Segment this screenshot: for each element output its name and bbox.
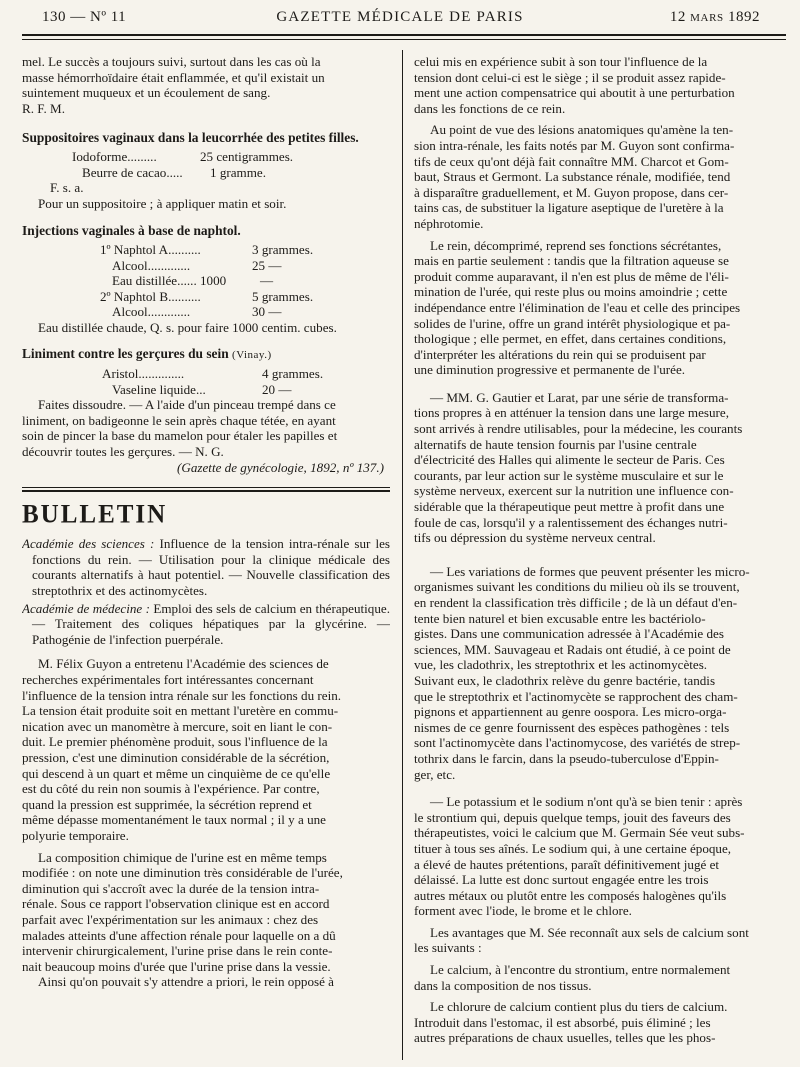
text-line: ger, etc. [414, 766, 456, 782]
text-line: sont l'actinomycète dans l'actinomycose, des variétés de strep- [414, 735, 741, 751]
text-line: Le chlorure de calcium contient plus du tiers de calcium. [430, 999, 728, 1015]
recipe-item: Beurre de cacao..... 1 gramme. [82, 164, 266, 180]
summary-academie-medecine: Académie de médecine : Emploi des sels de calcium en thérapeutique. — Traitement des coliques hépatiques par la glycérine. — Pathogénie de l'infection puerpérale. [22, 600, 390, 647]
text-line: l'influence de la tension intra rénale sur les fonctions du rein. [22, 687, 342, 703]
text-line: en rendent la classification très difficile ; de là un défaut d'en- [414, 595, 738, 610]
journal-title: GAZETTE MÉDICALE DE PARIS [276, 9, 524, 25]
left-column [22, 54, 390, 1059]
text-line: Le rein, décomprimé, reprend ses fonctions sécrétantes, [430, 237, 722, 253]
text-line: nait beaucoup moins d'urée que l'urine prise dans la vessie. [22, 958, 331, 974]
recipe-item: 1º Naphtol A.......... 3 grammes. [100, 241, 314, 257]
text-line: que le streptothrix et l'actinomycète se rapprochent des cham- [414, 688, 738, 704]
text-line: tains cas, de substituer la ligature aseptique de l'uretère à la [414, 200, 724, 216]
text-line: les suivants : [414, 940, 482, 956]
text-line: masse hémorrhoïdaire était enflammée, et qu'il existait un [22, 69, 325, 85]
text-line: pignons et appartiennent au genre oospora. Les micro-orga- [414, 704, 727, 720]
text-line: polyurie temporaire. [22, 827, 129, 843]
text-line: — Les variations de formes que peuvent présenter les micro- [430, 563, 750, 579]
text-line: Faites dissoudre. — A l'aide d'un pinceau trempé dans ce [38, 397, 336, 413]
recipe-title-suppositoires: Suppositoires vaginaux dans la leucorrhée des petites filles. [22, 130, 359, 146]
text-line: gistes. Dans une communication adressée à l'Académie des [414, 626, 724, 642]
bulletin-heading: BULLETIN [22, 500, 168, 529]
text-line: mel. Le succès a toujours suivi, surtout dans les cas où la [22, 54, 321, 69]
text-line: — Le potassium et le sodium n'ont qu'à se bien tenir : après [430, 794, 743, 810]
text-line: Au point de vue des lésions anatomiques qu'amène la ten- [430, 122, 734, 138]
text-line: rénale. Sous ce rapport l'observation clinique est en accord [22, 896, 330, 912]
text-line: autres métaux ou plutôt entre les composés halogènes qu'ils [414, 887, 727, 903]
text-line: une diminution progressive et permanente de l'urée. [414, 362, 686, 378]
recipe-item: Iodoforme......... 25 centigrammes. [72, 148, 294, 164]
text-line: Introduit dans l'estomac, il est absorbé, puis éliminé ; les [414, 1014, 711, 1030]
text-line: produit comme auparavant, il n'en est plus de même de l'éli- [414, 268, 729, 284]
text-line: système nerveux, exercent sur la nutrition une influence con- [414, 483, 734, 499]
text-line: sion intra-rénale, les faits notés par M. Guyon sont confirma- [414, 137, 735, 153]
text-line: même dépasse momentanément le taux normal ; il y a une [22, 812, 326, 828]
text-line: quand la pression est supprimée, la sécrétion reprend et [22, 796, 312, 812]
text-line: délaissé. La lutte est donc surtout engagée entre les trois [414, 872, 709, 888]
text-line: organismes suivant les conditions du milieu où ils se trouvent, [414, 579, 740, 595]
text-line: Le calcium, à l'encontre du strontium, entre normalement [430, 962, 731, 978]
text-line: tente bien naturel et bien excusable entre les bactériolo- [414, 610, 706, 626]
text-line: M. Félix Guyon a entretenu l'Académie des sciences de [38, 656, 329, 672]
recipe-item: Aristol.............. 4 grammes. [102, 366, 324, 382]
text-line: qui descend à un quart et même un cinquième de ce qu'elle [22, 765, 331, 781]
text-line: recherches expérimentales fort intéressantes concernant [22, 672, 314, 687]
text-line: suintement muqueux et un écoulement de sang. [22, 85, 271, 101]
text-line: tifs ou dépression du système nerveux central. [414, 530, 656, 546]
text-line: autres préparations de chaux usuelles, telles que les phos- [414, 1030, 716, 1046]
text-line: dans les fonctions de ce rein. [414, 100, 566, 116]
text-line: sont arrivés à rendre utilisables, pour la médecine, les courants [414, 421, 743, 437]
recipe-title-liniment: Liniment contre les gerçures du sein (Vinay.) [22, 345, 272, 361]
text-line: Ainsi qu'on pouvait s'y attendre a priori, le rein opposé à [38, 974, 334, 990]
text-line: La tension était produite soit en mettant l'uretère en commu- [22, 703, 339, 719]
text-line: dans la composition de nos tissus. [414, 977, 592, 993]
header-rule-thin [22, 39, 786, 40]
text-line: néphrotomie. [414, 215, 484, 231]
text-line: ment une action compensatrice qui aboutit à une perturbation [414, 85, 735, 101]
text-line: La composition chimique de l'urine est en même temps [38, 849, 327, 865]
recipe-item: Vaseline liquide... 20 — [112, 381, 292, 397]
text-line: pression, c'est une diminution considérable de la sécrétion, [22, 749, 330, 765]
text-line: d'interpréter les altérations du rein qui se produisent par [414, 346, 706, 362]
text-line: forment avec l'iode, le brome et le chlore. [414, 903, 632, 919]
text-line: indépendance entre l'élimination de l'eau et celle des principes [414, 299, 741, 315]
text-line: celui mis en expérience subit à son tour l'influence de la [414, 54, 708, 69]
recipe-item: 2º Naphtol B.......... 5 grammes. [100, 288, 314, 304]
text-line: vue, les cladothrix, les streptothrix et les actinomycètes. [414, 657, 708, 673]
recipe-title-injections: Injections vaginales à base de naphtol. [22, 223, 241, 239]
text-line: tothrix dans le farcin, dans la pseudo-tuberculose d'Eppin- [414, 750, 719, 766]
text-line: le strontium qui, depuis quelque temps, jouit des faveurs des [414, 809, 731, 825]
text-line: thologique ; elle permet, en effet, dans certaines conditions, [414, 331, 727, 347]
text-line: sciences, MM. Sauvageau et Radais ont étudié, à ce point de [414, 641, 731, 657]
recipe-note: Pour un suppositoire ; à appliquer matin et soir. [38, 195, 287, 211]
text-line: tifs de ceux qu'ont déjà fait connaître MM. Charcot et Gom- [414, 153, 729, 169]
recipe-item: Alcool............. 30 — [112, 304, 282, 320]
text-line: est du côté du rein non soumis à l'expérience. Par contre, [22, 781, 320, 797]
text-line: alternatifs de haute tension fournis par l'usine centrale [414, 436, 697, 452]
text-line: nication avec un manomètre à mercure, soit en liant le con- [22, 718, 333, 734]
text-line: foule de cas, lorsqu'il y a ralentissement des échanges nutri- [414, 514, 728, 530]
text-line: diminution qui s'accroît avec la durée de la tension intra- [22, 880, 320, 896]
column-divider [402, 50, 403, 1060]
right-column [414, 54, 782, 1059]
citation: (Gazette de gynécologie, 1892, nº 137.) [177, 459, 384, 475]
text-line: solides de l'urine, offre un grand intérêt physiologique et pa- [414, 315, 731, 331]
recipe-item: Eau distillée...... 1000 — [112, 273, 274, 289]
text-line: — MM. G. Gautier et Larat, par une série de transforma- [430, 389, 729, 405]
text-line: sidérable que la thérapeutique peut mettre à profit dans une [414, 499, 725, 515]
text-line: tituer à tous ses aînés. Le sodium qui, à une certaine époque, [414, 840, 732, 856]
text-line: mais en partie seulement : tandis que la filtration aqueuse se [414, 253, 729, 269]
text-line: parfait avec l'expérimentation sur les animaux : chez des [22, 911, 319, 927]
text-line: d'électricité des Halles qui alimente le secteur de Paris. Ces [414, 452, 725, 468]
header-rule-thick [22, 34, 786, 36]
text-line: thérapeutistes, voici le calcium que M. Germain Sée veut subs- [414, 825, 745, 841]
summary-academie-sciences: Académie des sciences : Influence de la tension intra-rénale sur les fonctions du rein. — Utilisation pour la clinique médicale des courants alternatifs à haut potentiel. — Nouvelle classification des streptothrix et des actinomycètes. [22, 536, 390, 599]
text-line: duit. Le premier phénomène produit, sous l'influence de la [22, 734, 328, 750]
text-line: à disparaître graduellement, et M. Guyon propose, dans cer- [414, 184, 729, 200]
issue-date: 12 MARS 1892 [669, 9, 760, 25]
text-line: soin de pincer la base du mamelon pour étaler les papilles et [22, 428, 338, 444]
text-line: modifiée : on note une diminution très considérable de l'urée, [22, 865, 343, 881]
text-line: Les avantages que M. Sée reconnaît aux sels de calcium sont [430, 924, 749, 940]
text-line: baut, Straus et Germont. La substance rénale, modifiée, tend [414, 169, 731, 185]
section-rule [22, 487, 390, 488]
text-line: Suivant eux, le cladothrix relève du genre bactérie, tandis [414, 672, 716, 688]
recipe-fsa: F. s. a. [50, 180, 84, 196]
text-line: tension dont celui-ci est le siège ; il se produit assez rapide- [414, 69, 726, 85]
text-line: liniment, on badigeonne le sein après chaque tétée, en ayant [22, 412, 336, 428]
page-header [20, 6, 780, 30]
section-rule-thick [22, 490, 390, 492]
text-line: intervenir chirurgicalement, l'urine prise dans le rein conte- [22, 943, 333, 959]
text-line: nismes de ce genre fournissent des espèces pathogènes : tels [414, 719, 730, 735]
recipe-note: Eau distillée chaude, Q. s. pour faire 1000 centim. cubes. [38, 319, 337, 335]
text-line: malades atteints d'une affection rénale pour laquelle on a dû [22, 927, 336, 943]
text-line: mination de l'urée, qui reste plus ou moins amoindrie ; cette [414, 284, 728, 300]
text-line: courants, par leur action sur le système musculaire et sur le [414, 467, 724, 483]
text-line: tions propres à en atténuer la tension dans une large mesure, [414, 405, 729, 421]
text-line: découvrir toutes les gerçures. — N. G. [22, 444, 224, 460]
signature: R. F. M. [22, 100, 65, 116]
text-line: a élevé de hautes prétentions, paraît définitivement jugé et [414, 856, 720, 872]
recipe-item: Alcool............. 25 — [112, 257, 282, 273]
page-number: 130 — Nº 11 [42, 9, 127, 25]
